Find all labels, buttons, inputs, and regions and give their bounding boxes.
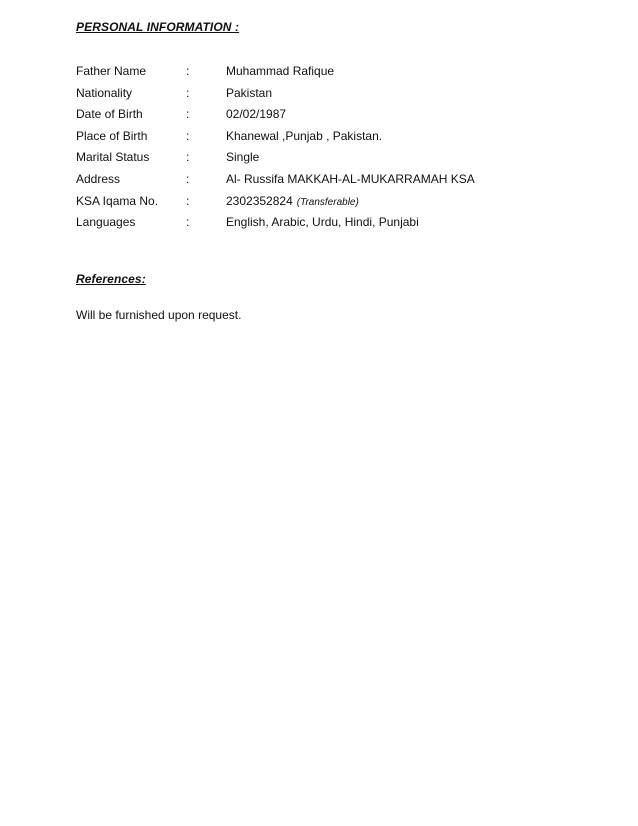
info-separator: :	[186, 107, 190, 122]
info-separator: :	[186, 215, 190, 230]
info-label: Date of Birth	[76, 107, 143, 122]
personal-information-heading: PERSONAL INFORMATION :	[76, 20, 240, 34]
info-label: Nationality	[76, 85, 133, 100]
info-separator: :	[186, 85, 190, 100]
info-value: 02/02/1987	[226, 107, 287, 122]
info-label: Father Name	[76, 64, 147, 78]
info-value: 2302352824	[226, 193, 293, 208]
info-value-note: (Transferable)	[296, 196, 359, 208]
info-separator: :	[186, 150, 190, 165]
info-row-date-of-birth	[76, 107, 576, 129]
info-value: Pakistan	[226, 85, 273, 100]
info-separator: :	[186, 64, 190, 78]
info-label: Address	[76, 171, 121, 186]
info-row-address	[76, 172, 576, 194]
info-row-languages	[76, 215, 576, 237]
references-text: Will be furnished upon request.	[76, 308, 242, 322]
info-label: KSA Iqama No.	[76, 193, 159, 208]
info-separator: :	[186, 171, 190, 186]
info-row-ksa-iqama-no	[76, 194, 576, 216]
info-value: English, Arabic, Urdu, Hindi, Punjabi	[226, 215, 419, 230]
personal-information-table	[76, 64, 576, 237]
info-value-wrapper	[226, 194, 359, 210]
references-heading: References:	[76, 272, 146, 286]
info-row-father-name	[76, 64, 576, 86]
info-value: Muhammad Rafique	[226, 64, 335, 78]
info-row-place-of-birth	[76, 129, 576, 151]
info-row-nationality	[76, 86, 576, 108]
info-label: Languages	[76, 215, 136, 230]
info-label: Marital Status	[76, 150, 150, 165]
info-row-marital-status	[76, 150, 576, 172]
info-value: Al- Russifa MAKKAH-AL-MUKARRAMAH KSA	[226, 171, 475, 186]
info-separator: :	[186, 193, 190, 208]
info-label: Place of Birth	[76, 128, 148, 143]
info-separator: :	[186, 128, 190, 143]
info-value: Single	[226, 150, 260, 165]
info-value: Khanewal ,Punjab , Pakistan.	[226, 128, 383, 143]
